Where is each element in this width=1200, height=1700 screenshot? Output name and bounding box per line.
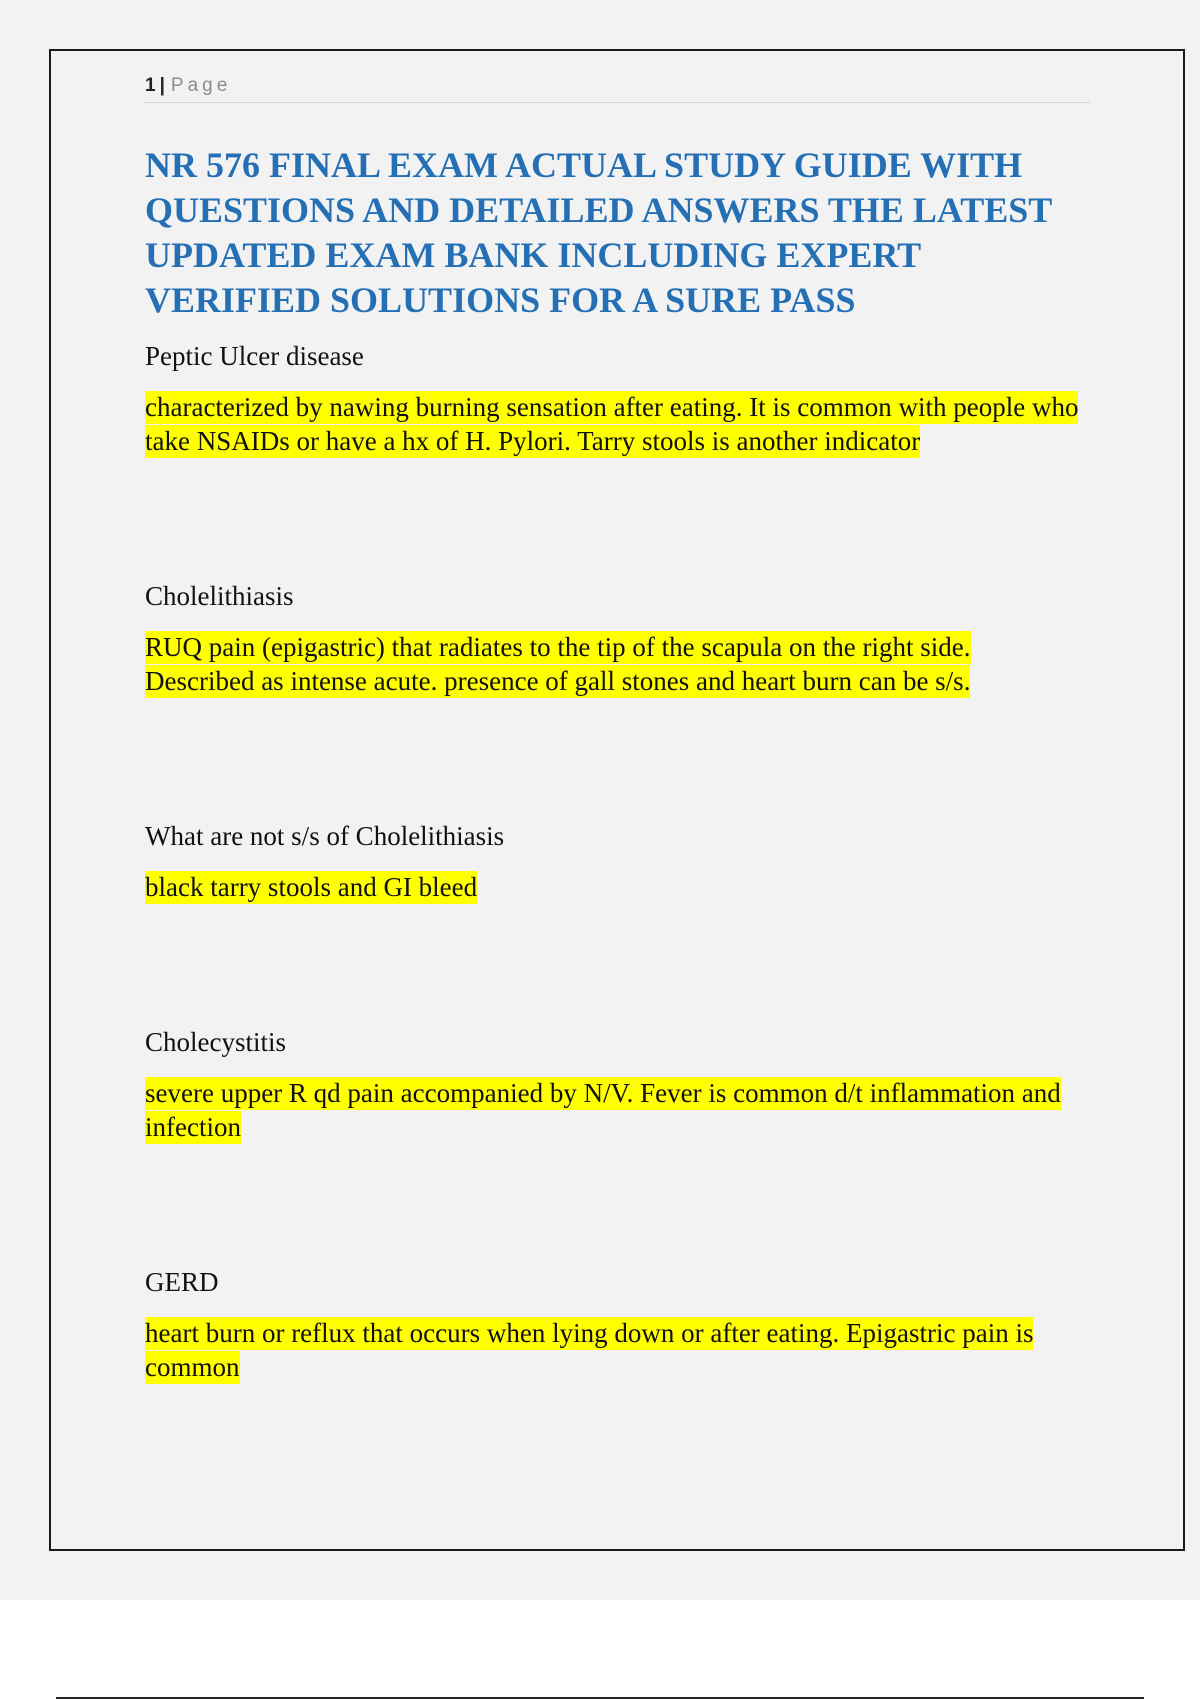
highlighted-answer: black tarry stools and GI bleed xyxy=(145,872,478,902)
highlighted-answer: RUQ pain (epigastric) that radiates to the tip of the scapula on the right side. Described as intense acute. presence of gall stones and heart burn can be s/s. xyxy=(145,632,971,696)
qa-entry-not-ss-cholelithiasis xyxy=(145,819,1085,904)
question-text: Peptic Ulcer disease xyxy=(145,341,364,371)
qa-entry-cholecystitis xyxy=(145,1025,1085,1144)
document-title: NR 576 FINAL EXAM ACTUAL STUDY GUIDE WITH QUESTIONS AND DETAILED ANSWERS THE LATEST UPDATED EXAM BANK INCLUDING EXPERT VERIFIED SOLUTIONS FOR A SURE PASS xyxy=(145,145,1052,320)
question-text: Cholecystitis xyxy=(145,1027,286,1057)
question-text: What are not s/s of Cholelithiasis xyxy=(145,821,505,851)
page-separator: | xyxy=(159,75,165,96)
answer-block xyxy=(145,1076,1085,1144)
highlighted-answer: characterized by nawing burning sensation after eating. It is common with people who take NSAIDs or have a hx of H. Pylori. Tarry stools is another indicator xyxy=(145,392,1079,456)
qa-entry-peptic-ulcer xyxy=(145,339,1085,458)
question-text: GERD xyxy=(145,1267,219,1297)
page-number: 1 xyxy=(145,75,156,96)
highlighted-answer: heart burn or reflux that occurs when lying down or after eating. Epigastric pain is common xyxy=(145,1318,1034,1382)
answer-block xyxy=(145,1316,1085,1384)
page-label: Page xyxy=(170,75,232,96)
answer-block xyxy=(145,390,1085,458)
answer-block xyxy=(145,630,1085,698)
highlighted-answer: severe upper R qd pain accompanied by N/V. Fever is common d/t inflammation and infection xyxy=(145,1078,1061,1142)
next-page-border-edge xyxy=(56,1697,1144,1699)
question-text: Cholelithiasis xyxy=(145,581,294,611)
answer-block xyxy=(145,870,1085,904)
qa-entry-cholelithiasis xyxy=(145,579,1085,698)
page-header xyxy=(145,72,1090,103)
qa-entry-gerd xyxy=(145,1265,1085,1384)
